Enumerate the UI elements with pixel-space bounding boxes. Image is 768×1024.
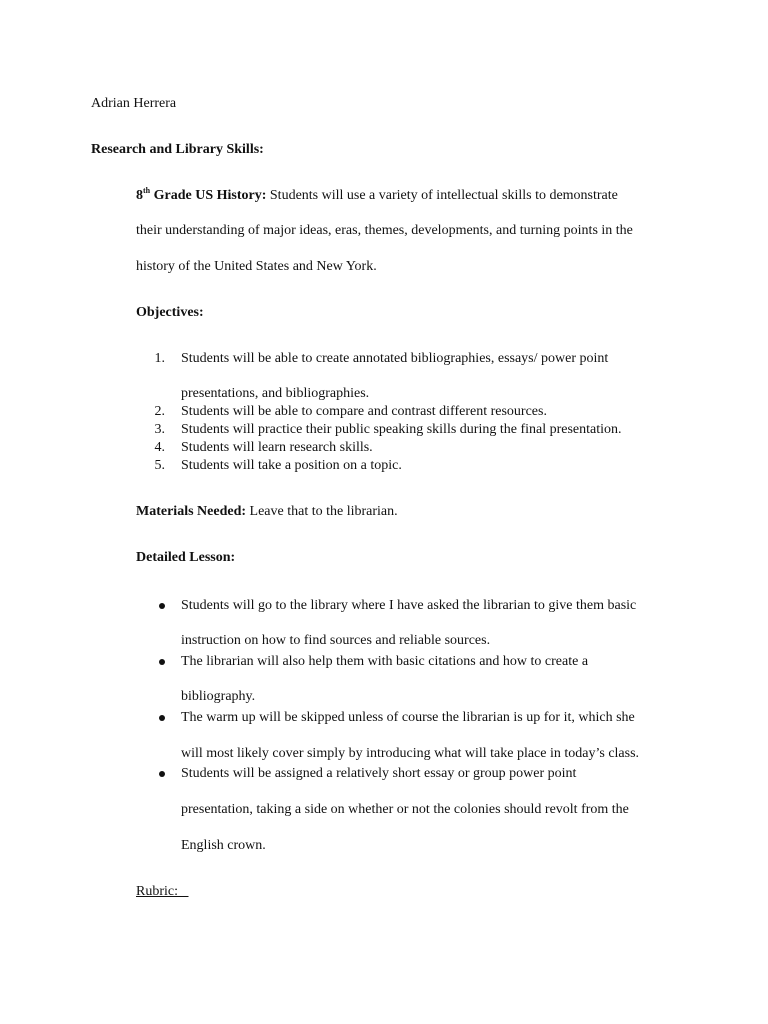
grade-label [136, 188, 266, 203]
materials-label: Materials Needed: [136, 504, 247, 519]
grade-superscript: th [143, 186, 151, 195]
list-item-continuation: instruction on how to find sources and reliable sources. [181, 633, 491, 648]
objectives-heading: Objectives: [136, 305, 204, 320]
bullet-icon [159, 603, 165, 609]
list-item-continuation: presentation, taking a side on whether or not the colonies should revolt from the [181, 802, 629, 817]
grade-subject: Grade US History: [150, 188, 267, 203]
standard-line-3: history of the United States and New York. [136, 259, 377, 274]
list-item-continuation: bibliography. [181, 689, 256, 704]
rubric-label: Rubric: [136, 884, 189, 899]
list-item: Students will learn research skills. [181, 440, 373, 455]
list-item: Students will go to the library where I have asked the librarian to give them basic [181, 598, 637, 613]
list-number: 4. [154, 440, 165, 455]
list-item-continuation: presentations, and bibliographies. [181, 386, 370, 401]
materials-text: Leave that to the librarian. [246, 504, 398, 519]
lesson-heading: Detailed Lesson: [136, 550, 236, 565]
bullet-icon [159, 659, 165, 665]
list-item: Students will be able to create annotated bibliographies, essays/ power point [181, 351, 609, 366]
rubric-heading [136, 883, 189, 901]
list-item: Students will take a position on a topic. [181, 458, 402, 473]
list-number: 1. [154, 351, 165, 366]
standard-line-1 [136, 187, 618, 205]
list-item: The warm up will be skipped unless of course the librarian is up for it, which she [181, 710, 635, 725]
list-item-continuation: will most likely cover simply by introducing what will take place in today’s class. [181, 746, 640, 761]
bullet-icon [159, 771, 165, 777]
list-item: Students will be able to compare and contrast different resources. [181, 404, 547, 419]
list-item-continuation: English crown. [181, 838, 266, 853]
list-item: The librarian will also help them with basic citations and how to create a [181, 654, 589, 669]
list-number: 3. [154, 422, 165, 437]
list-number: 2. [154, 404, 165, 419]
list-item: Students will be assigned a relatively short essay or group power point [181, 766, 577, 781]
list-number: 5. [154, 458, 165, 473]
list-item: Students will practice their public speaking skills during the final presentation. [181, 422, 622, 437]
grade-number: 8 [136, 188, 143, 203]
standard-text: Students will use a variety of intellectual skills to demonstrate [266, 188, 618, 203]
standard-line-2: their understanding of major ideas, eras, themes, developments, and turning points in the [136, 223, 633, 238]
materials-line [136, 503, 398, 521]
author-name: Adrian Herrera [91, 96, 177, 111]
section-heading: Research and Library Skills: [91, 142, 264, 157]
bullet-icon [159, 715, 165, 721]
